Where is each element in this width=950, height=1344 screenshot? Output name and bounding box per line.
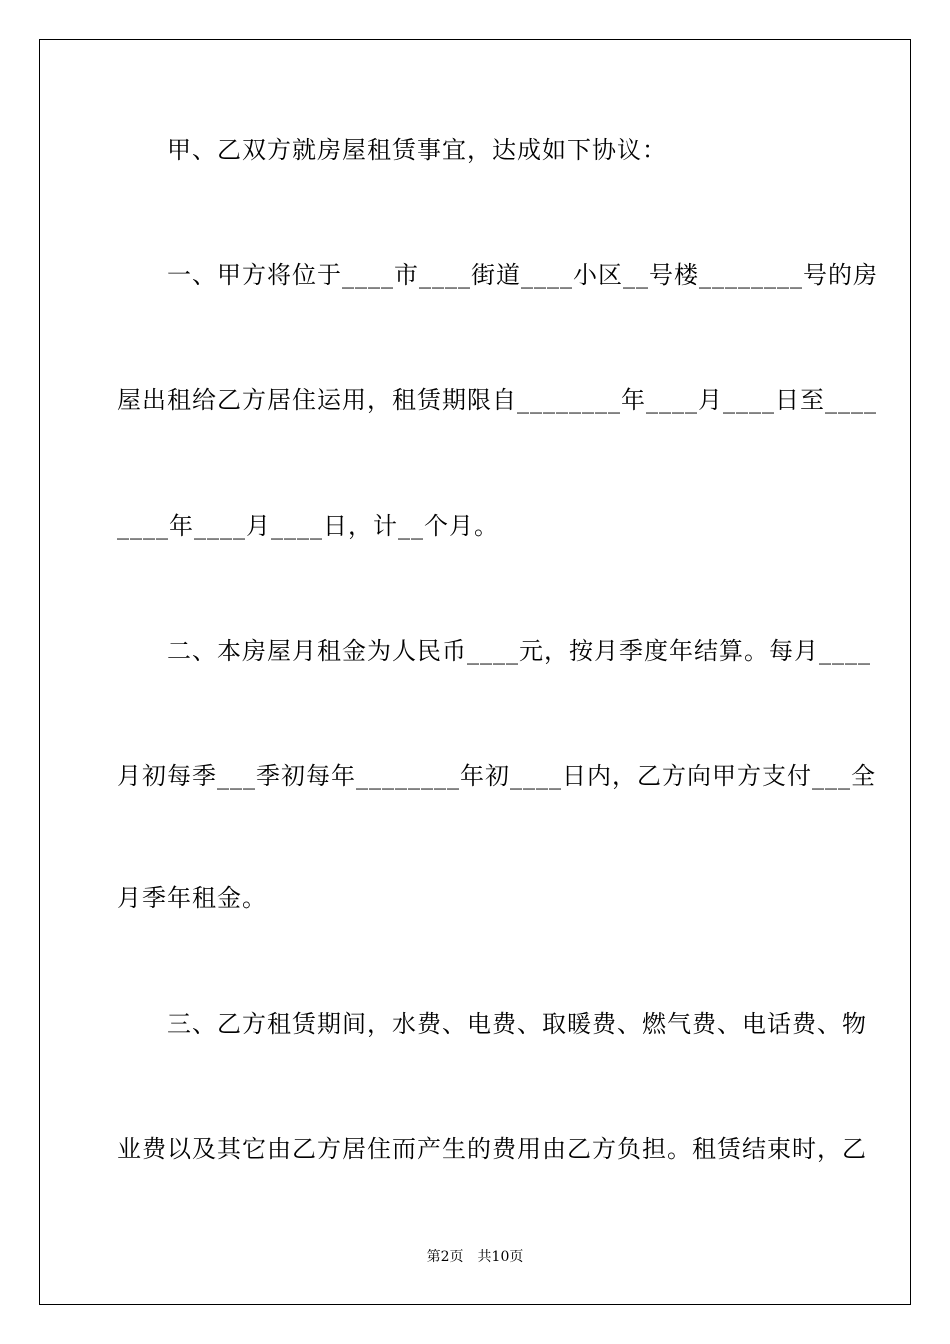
page-number-footer: 第2页 共10页: [426, 1249, 524, 1265]
clause-1-line-3: ____年____月____日，计__个月。: [117, 512, 499, 540]
clause-3-line-2: 业费以及其它由乙方居住而产生的费用由乙方负担。租赁结束时，乙: [117, 1135, 867, 1163]
clause-1-line-1: 一、甲方将位于____市____街道____小区__号楼________号的房: [117, 261, 878, 289]
clause-3-line-1: 三、乙方租赁期间，水费、电费、取暖费、燃气费、电话费、物: [117, 1010, 867, 1038]
page-border: [39, 39, 911, 1305]
paragraph-intro: 甲、乙双方就房屋租赁事宜，达成如下协议：: [117, 136, 667, 164]
clause-1-line-2: 屋出租给乙方居住运用，租赁期限自________年____月____日至____: [117, 386, 877, 414]
clause-2-line-2: 月初每季___季初每年________年初____日内，乙方向甲方支付___全: [117, 762, 876, 790]
clause-2-line-1: 二、本房屋月租金为人民币____元，按月季度年结算。每月____: [117, 637, 871, 665]
clause-2-line-3: 月季年租金。: [117, 884, 267, 912]
